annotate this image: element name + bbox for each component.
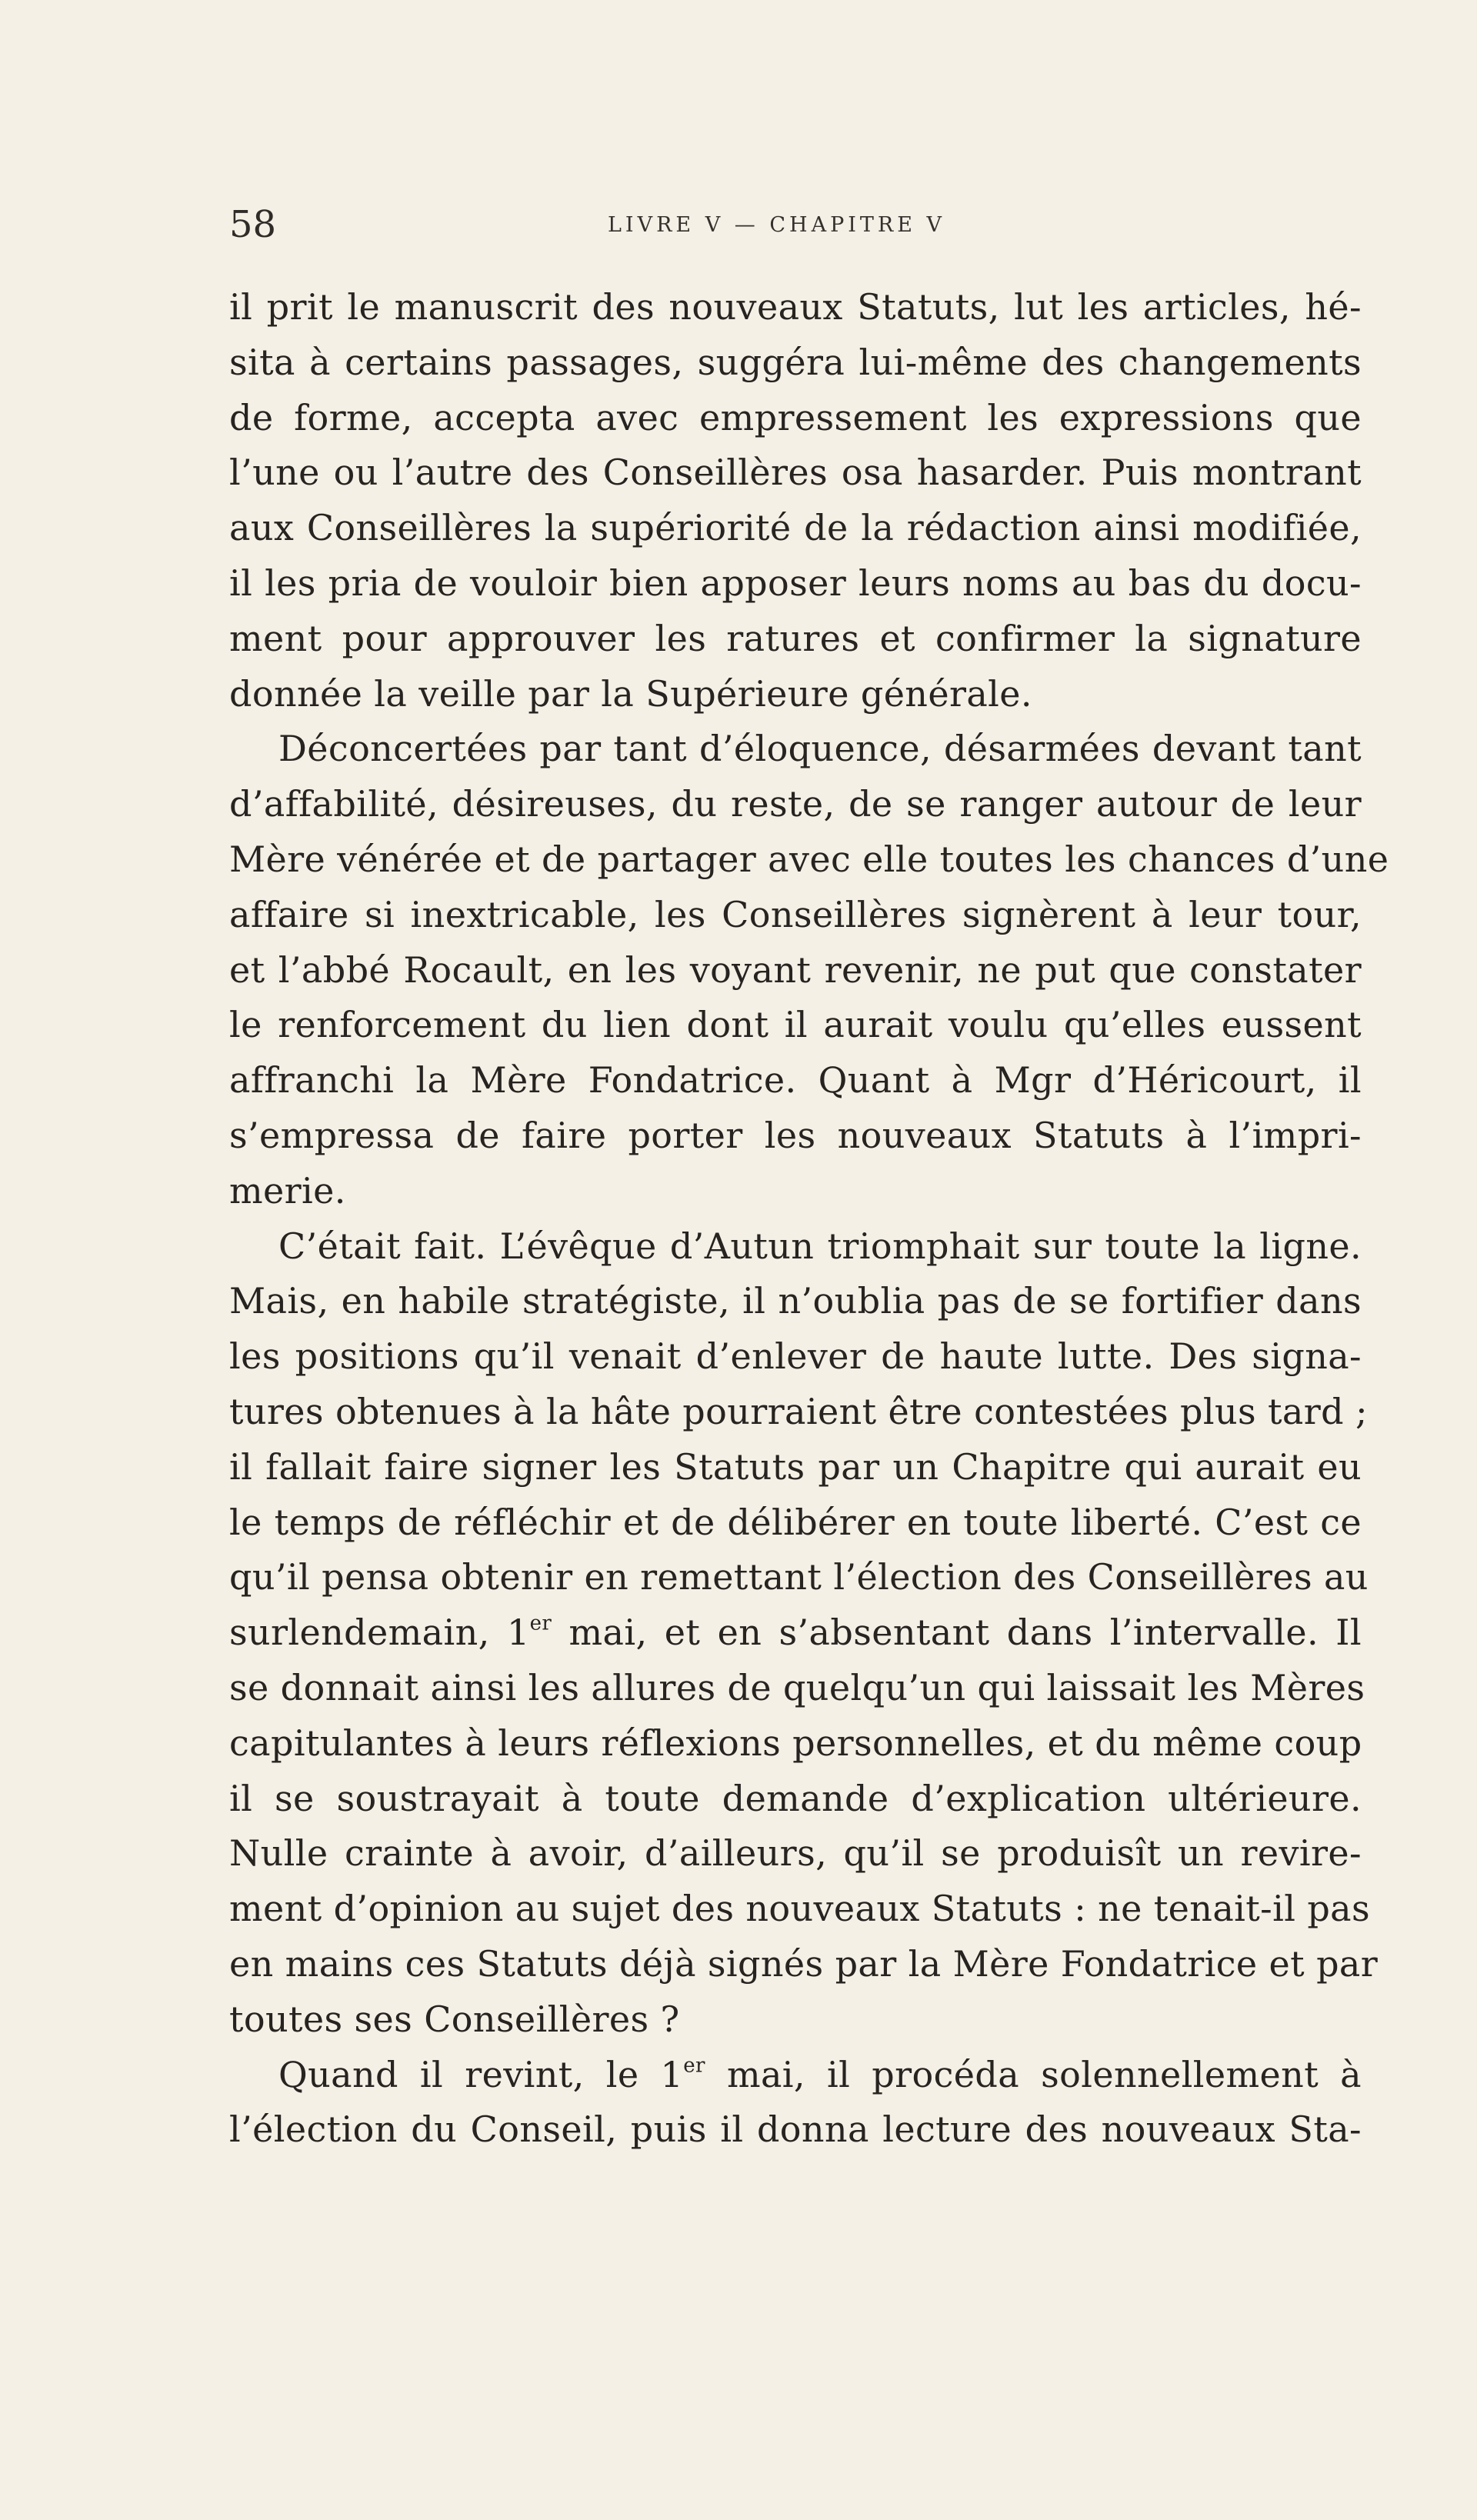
text-line: aux Conseillères la supériorité de la rédaction ainsi modifiée, [229, 507, 1362, 549]
text-line: d’affabilité, désireuses, du reste, de se ranger autour de leur [229, 783, 1362, 825]
text-line: s’empressa de faire porter les nouveaux Statuts à l’impri- [229, 1114, 1362, 1156]
text-line: ment pour approuver les ratures et confirmer la signature [229, 617, 1362, 659]
text-line: il prit le manuscrit des nouveaux Statuts, lut les articles, hé- [229, 286, 1362, 328]
text-line: toutes ses Conseillères ? [229, 1998, 680, 2040]
text-line: affaire si inextricable, les Conseillères signèrent à leur tour, [229, 893, 1362, 935]
text-line: de forme, accepta avec empressement les expressions que [229, 396, 1362, 438]
text-line: merie. [229, 1169, 346, 1212]
page-number: 58 [229, 203, 277, 246]
text-line: qu’il pensa obtenir en remettant l’élection des Conseillères au [229, 1556, 1369, 1598]
text-line: l’élection du Conseil, puis il donna lecture des nouveaux Sta- [229, 2108, 1362, 2151]
text-line: les positions qu’il venait d’enlever de haute lutte. Des signa- [229, 1335, 1362, 1378]
text-line: Nulle crainte à avoir, d’ailleurs, qu’il se produisît un revire- [229, 1832, 1362, 1875]
text-line: affranchi la Mère Fondatrice. Quant à Mgr d’Héricourt, il [229, 1059, 1362, 1102]
text-line: C’était fait. L’évêque d’Autun triomphait sur toute la ligne. [278, 1225, 1362, 1267]
text-line: le renforcement du lien dont il aurait voulu qu’elles eussent [229, 1004, 1362, 1046]
text-line: il fallait faire signer les Statuts par un Chapitre qui aurait eu [229, 1445, 1362, 1488]
text-line: ment d’opinion au sujet des nouveaux Statuts : ne tenait-il pas [229, 1888, 1371, 1930]
text-line: Mais, en habile stratégiste, il n’oublia pas de se fortifier dans [229, 1280, 1362, 1322]
text-line: le temps de réfléchir et de délibérer en toute liberté. C’est ce [229, 1501, 1362, 1543]
ordinal-suffix: er [529, 1612, 552, 1635]
body-text [229, 280, 1389, 2158]
text-line: Mère vénérée et de partager avec elle toutes les chances d’une [229, 838, 1389, 880]
text-line: Déconcertées par tant d’éloquence, désarmées devant tant [278, 728, 1362, 770]
text-line: il les pria de vouloir bien apposer leurs noms au bas du docu- [229, 562, 1362, 604]
running-title: LIVRE V — CHAPITRE V [608, 213, 946, 237]
text-line: se donnait ainsi les allures de quelqu’un qui laissait les Mères [229, 1666, 1365, 1708]
text-line: tures obtenues à la hâte pourraient être contestées plus tard ; [229, 1390, 1368, 1432]
text-line: il se soustrayait à toute demande d’explication ultérieure. [229, 1777, 1362, 1819]
text-line: surlendemain, 1er mai, et en s’absentant dans l’intervalle. Il [229, 1612, 1362, 1654]
text-line: Quand il revint, le 1er mai, il procéda solennellement à [278, 2053, 1362, 2095]
running-head [229, 202, 1362, 248]
text-line: sita à certains passages, suggéra lui-même des changements [229, 341, 1362, 383]
text-line: donnée la veille par la Supérieure générale. [229, 672, 1032, 715]
ordinal-suffix: er [683, 2054, 705, 2077]
text-line: capitulantes à leurs réflexions personnelles, et du même coup [229, 1722, 1362, 1764]
text-line: et l’abbé Rocault, en les voyant revenir, ne put que constater [229, 948, 1362, 991]
text-line: l’une ou l’autre des Conseillères osa hasarder. Puis montrant [229, 452, 1362, 494]
text-line: en mains ces Statuts déjà signés par la Mère Fondatrice et par [229, 1942, 1379, 1985]
